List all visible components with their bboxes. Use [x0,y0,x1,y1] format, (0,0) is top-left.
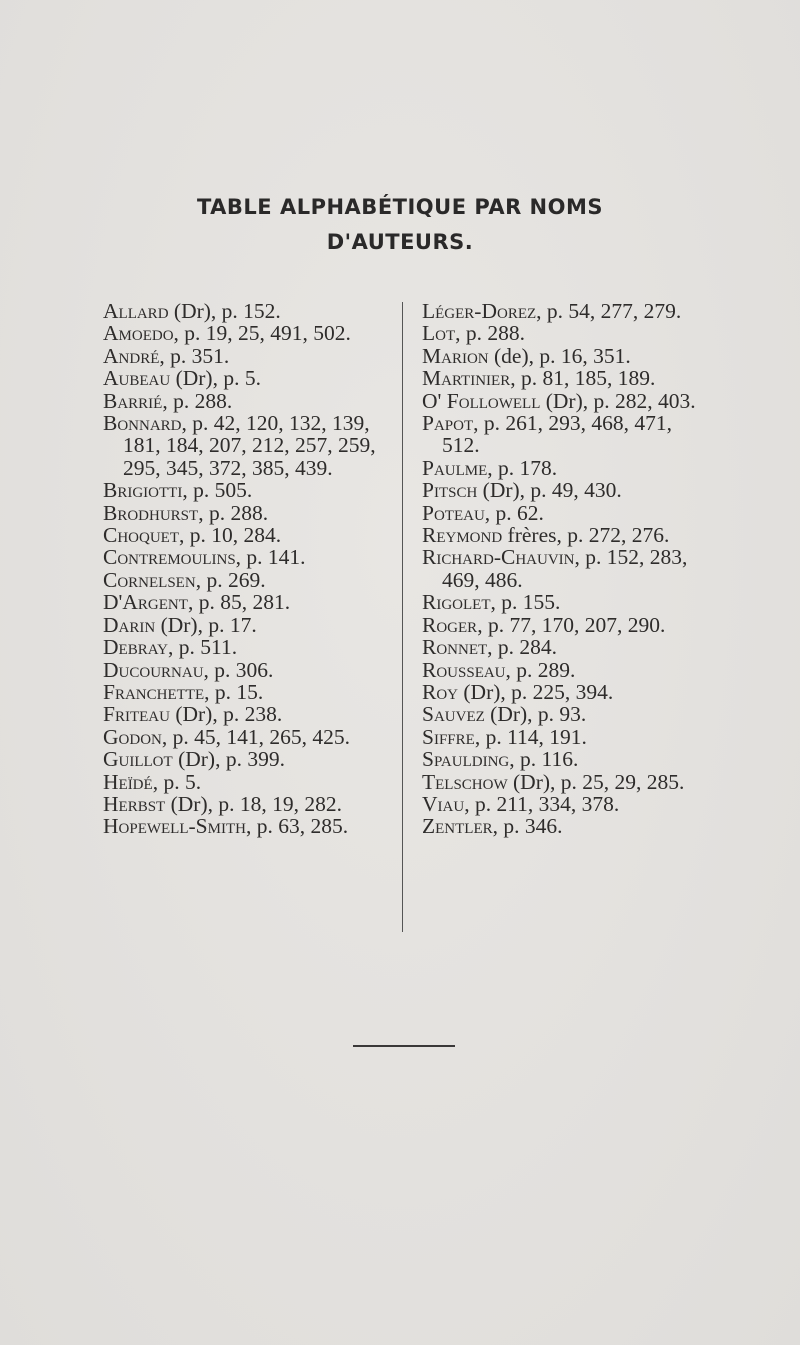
author-name: O' Followell [422,388,541,413]
page-references: , p. 62. [484,500,544,525]
index-entry [422,502,712,524]
index-entry [103,681,393,703]
page-references: , p. 54, 277, 279. [536,299,682,323]
index-entry [103,726,393,748]
index-entry [422,390,712,412]
author-name: Bonnard [103,411,182,436]
author-index-left-column [103,300,393,838]
index-entry [103,703,393,725]
page-references: , p. 511. [168,635,238,660]
page-references: , p. 288. [198,500,269,525]
page-references: , p. 306. [203,657,274,682]
author-name: Reymond [422,523,503,548]
page-references: , p. 19, 25, 491, 502. [173,321,351,346]
page-references: , p. 10, 284. [179,523,282,548]
page-references: , p. 178. [487,455,558,480]
index-entry [103,815,393,837]
index-entry [422,479,712,501]
author-name: Martinier [422,366,511,391]
index-entry [422,703,712,725]
page-references: , p. 351. [159,343,230,368]
index-entry [422,546,712,591]
author-name: Roy [422,679,459,704]
author-name: Heïdé [103,769,153,794]
index-entry [422,815,712,837]
author-name: D'Argent [103,590,188,615]
index-entry [422,300,712,322]
index-entry [422,793,712,815]
page-references: , p. 42, 120, 132, 139, 181, 184, 207, 212, 257, 259, 295, 345, 372, 385, 439. [123,411,376,480]
author-name: Marion [422,343,489,368]
index-entry [422,726,712,748]
page-references: (Dr), p. 5. [170,366,261,391]
index-entry [422,681,712,703]
page-title-line-2: D'AUTEURS. [326,230,474,254]
index-entry [103,367,393,389]
author-name: André [103,343,160,368]
page-references: , p. 346. [492,814,563,839]
author-name: Siffre [422,724,475,749]
index-entry [422,457,712,479]
page-references: , p. 261, 293, 468, 471, 512. [442,411,673,458]
index-entry [422,345,712,367]
page-references: , p. 15. [204,679,264,704]
author-index-right-column [422,300,712,838]
page-references: , p. 5. [152,769,202,794]
author-name: Pitsch [422,478,478,503]
index-entry [103,345,393,367]
index-entry [103,390,393,412]
page-references: (Dr), p. 93. [484,702,587,727]
index-entry [422,659,712,681]
author-name: Léger-Dorez [422,299,537,323]
author-name: Zentler [422,814,493,839]
page-references: , p. 114, 191. [474,724,587,749]
page-references: , p. 63, 285. [245,814,349,839]
author-name: Viau [422,791,465,816]
page-references: (Dr), p. 399. [172,747,285,772]
page-references: , p. 211, 334, 378. [464,791,620,816]
author-name: Papot [422,411,474,436]
index-entry [422,614,712,636]
end-rule [353,1045,455,1047]
index-entry [103,793,393,815]
index-entry [422,524,712,546]
page-references: (Dr), p. 17. [155,612,257,637]
page-references: (Dr), p. 282, 403. [540,388,696,413]
index-entry [103,546,393,568]
page-references: , p. 505. [182,478,253,503]
author-name: Contremoulins [103,545,236,570]
author-name: Guillot [103,747,173,772]
author-name: Ducournau [103,657,204,682]
page-references: (Dr), p. 238. [169,702,283,727]
author-name: Aubeau [103,366,171,391]
page-references: , p. 141. [235,545,306,570]
author-name: Allard [103,299,169,323]
page-references: , p. 288. [162,388,233,413]
index-entry [422,412,712,457]
page-references: , p. 155. [490,590,561,615]
author-name: Rousseau [422,657,506,682]
page-references: (Dr), p. 18, 19, 282. [165,791,342,816]
author-name: Barrié [103,388,163,413]
author-name: Hopewell-Smith [103,814,246,839]
author-name: Poteau [422,500,485,525]
page-references: (Dr), p. 152. [168,299,281,323]
page-references: , p. 152, 283, 469, 486. [442,545,688,592]
page-references: , p. 289. [505,657,576,682]
page-references: , p. 81, 185, 189. [510,366,656,391]
index-entry [103,412,393,479]
author-name: Franchette [103,679,205,704]
author-name: Paulme [422,455,488,480]
index-entry [422,322,712,344]
index-entry [422,591,712,613]
author-name: Ronnet [422,635,488,660]
author-name: Spaulding [422,747,510,772]
index-entry [103,636,393,658]
page-references: , p. 85, 281. [187,590,291,615]
page-references: , p. 269. [195,567,266,592]
page-title-line-1: TABLE ALPHABÉTIQUE PAR NOMS [196,195,604,219]
page-references: (Dr), p. 25, 29, 285. [507,769,685,794]
page-references: , p. 284. [487,635,558,660]
author-name: Darin [103,612,156,637]
author-name: Brodhurst [103,500,199,525]
author-name: Friteau [103,702,170,727]
page-references: , p. 45, 141, 265, 425. [161,724,350,749]
author-name: Cornelsen [103,567,196,592]
page-references: , p. 288. [455,321,526,346]
author-name: Choquet [103,523,179,548]
index-entry [422,636,712,658]
author-name: Telschow [422,769,508,794]
page-references: (Dr), p. 49, 430. [477,478,622,503]
author-name: Rigolet [422,590,491,615]
index-entry [422,771,712,793]
author-name: Amoedo [103,321,174,346]
index-entry [103,748,393,770]
author-name: Richard-Chauvin [422,545,575,570]
index-entry [103,591,393,613]
page-references: , p. 116. [509,747,579,772]
index-entry [103,614,393,636]
index-entry [103,479,393,501]
index-entry [103,659,393,681]
author-name: Sauvez [422,702,485,727]
column-divider [402,302,403,932]
author-name: Debray [103,635,168,660]
index-entry [103,771,393,793]
page-references: (Dr), p. 225, 394. [458,679,614,704]
author-name: Godon [103,724,162,749]
author-name: Herbst [103,791,166,816]
index-entry [103,300,393,322]
author-name: Roger [422,612,478,637]
index-entry [103,502,393,524]
page-references: frères, p. 272, 276. [502,523,670,548]
index-entry [422,748,712,770]
author-name: Lot [422,321,456,346]
page-references: , p. 77, 170, 207, 290. [477,612,666,637]
index-entry [103,569,393,591]
index-entry [103,524,393,546]
author-name: Brigiotti [103,478,183,503]
index-entry [422,367,712,389]
page-references: (de), p. 16, 351. [488,343,631,368]
index-entry [103,322,393,344]
